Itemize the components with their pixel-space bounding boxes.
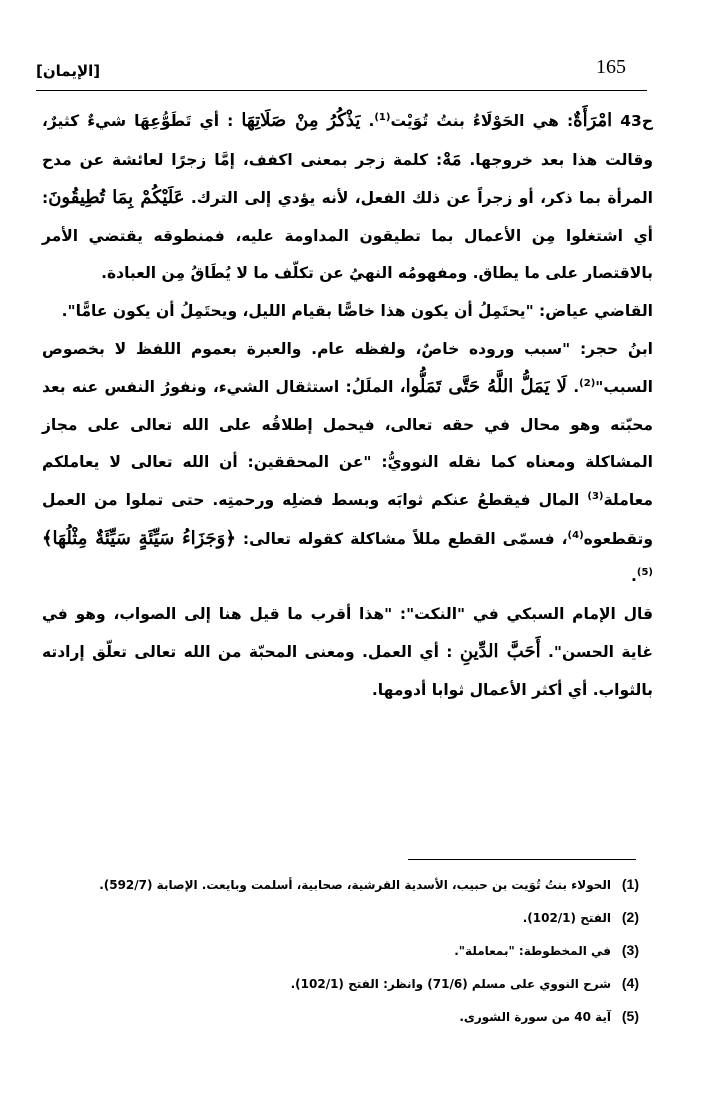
text-run: : أي تَطَوُّعِهَا شيءٌ كثيرٌ، وقالت هذا بعد خروجها. [42, 112, 653, 169]
text-run: ح43 [612, 112, 653, 130]
quoted-term: يَذْكُرُ مِنْ صَلَاتِهَا [241, 110, 361, 131]
footnote-divider [408, 859, 636, 860]
chapter-title: [الإيمان] [36, 62, 101, 80]
footnotes [60, 868, 639, 1033]
footnote [60, 901, 639, 934]
footnote-ref-1[interactable]: (1) [374, 111, 391, 123]
paragraph-4 [42, 596, 653, 710]
footnote-number: (5) [621, 1008, 639, 1024]
footnote-number: (2) [621, 909, 639, 925]
footnote-text: في المخطوطة: "بمعاملة". [454, 944, 611, 958]
footnote-text: الحولاء بنتُ تُوَيت بن حبيب، الأسدية القرشية، صحابية، أسلمت وبايعت. الإصابة (592/7). [99, 878, 611, 892]
footnote-number: (3) [621, 942, 639, 958]
footnote [60, 868, 639, 901]
footnote-ref-4[interactable]: (4) [567, 529, 584, 541]
paragraph-2: القاضي عياض: "يحتَمِلُ أن يكون هذا خاصًّا بقيام الليل، ويحتَمِلُ أن يكون عامًّا". [61, 301, 653, 320]
footnote-number: (4) [621, 975, 639, 991]
quoted-term: عَلَيْكُمْ بِمَا تُطِيقُونَ [48, 187, 185, 209]
page-number: 165 [596, 56, 626, 78]
text-run: ، الملَلُ: استثقال الشيء، ونفورُ النفس عنه بعد محبّته وهو محال في حقه تعالى، فيحمل إطلاقُه على الله تعالى على مجاز المشاكلة ومعناه كما نقله النوويُّ: "عن المحققين: أن الله تعالى لا يعاملكم معاملة [42, 378, 653, 509]
paragraph-1 [42, 102, 653, 293]
quoted-term: لَا يَمَلُّ اللَّهُ حَتَّى تَمَلُّوا [405, 376, 567, 398]
footnote-ref-3[interactable]: (3) [587, 490, 604, 502]
footnote-text: الفتح (102/1). [522, 911, 611, 925]
text-run: ابنُ حجر: "سبب وروده خاصٌ، ولفظه عام. والعبرة بعموم اللفظ لا بخصوص السبب" [42, 339, 653, 397]
text-run: ، فسمّى القطع مللاً مشاكلة كقوله تعالى: [235, 529, 568, 548]
text-run: : هي الحَوْلَاءُ بنتُ تُوَيْت [390, 112, 574, 130]
text-run: . [360, 112, 375, 130]
quoted-term: امْرَأَةٌ [573, 110, 613, 131]
text-run: قال الإمام السبكي في "النكت": "هذا أقرب ما قيل هنا إلى الصواب، وهو في غاية الحسن". [42, 604, 653, 662]
text-run: : أي اشتغلوا مِن الأعمال بما تطيقون المداومة عليه، فمنطوقه يقتضي الأمر بالاقتصار على ما يطاق. ومفهومُه النهيُ عن تكلّف ما لا يُطَاقُ مِن العبادة. [42, 189, 653, 283]
footnote [60, 934, 639, 967]
quoted-term: أَحَبَّ الدِّينِ [459, 641, 541, 663]
main-text [42, 102, 653, 710]
footnote-text: شرح النووي على مسلم (71/6) وانظر: الفتح (102/1). [290, 977, 611, 991]
text-run: . [566, 378, 580, 397]
footnote-ref-5[interactable]: (5) [636, 566, 653, 578]
footnote-number: (1) [621, 876, 639, 892]
text-run: : أي العمل. ومعنى المحبّة من الله تعالى تعلّق إرادته بالثواب. أي أكثر الأعمال ثوابا أدومها. [42, 643, 653, 699]
footnote [60, 1000, 639, 1033]
quran-verse: ﴿وَجَزَاءُ سَيِّئَةٍ سَيِّئَةٌ مِثْلُهَا﴾ [42, 527, 236, 549]
footnote [60, 967, 639, 1000]
text-run: : كلمة زجر بمعنى اكفف، إمَّا زجرًا لعائشة عن مدح المرأة بما ذكر، أو زجراً عن ذلك الفعل، لأنه يؤدي إلى الترك. [42, 150, 653, 208]
paragraph-3 [42, 331, 653, 596]
footnote-ref-2[interactable]: (2) [579, 378, 596, 389]
page-header [36, 50, 647, 90]
text-run: . [630, 567, 637, 586]
header-divider [36, 90, 647, 91]
footnote-text: آية 40 من سورة الشورى. [459, 1010, 611, 1024]
text-run: المال فيقطعُ عنكم ثوابَه وبسط فضلِه ورحمتِه. حتى تملوا من العمل وتقطعوه [42, 490, 653, 548]
quoted-term: مَهْ [442, 148, 462, 170]
